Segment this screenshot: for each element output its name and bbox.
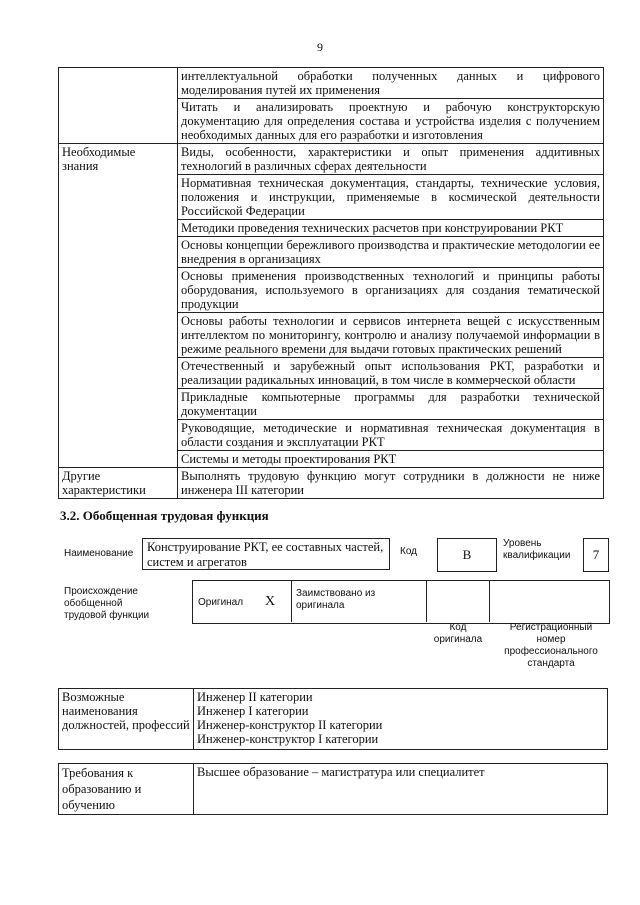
name-value: Конструирование РКТ, ее составных частей, систем и агрегатов [142,538,390,570]
origin-box [192,580,610,624]
other-label: Другие характеристики [59,468,178,499]
education-value: Высшее образование – магистратура или специалитет [194,764,608,815]
knowledge-row: Основы работы технологии и сервисов интернета вещей с искусственным интеллектом по мониторингу, контролю и анализу получаемой информации в режиме реального времени для выдачи готовых практических решений [178,313,604,358]
position-item: Инженер-конструктор I категории [197,732,379,746]
knowledge-row: Руководящие, методические и нормативная техническая документация в области создания и эксплуатации РКТ [178,420,604,451]
skill-row: интеллектуальной обработки полученных данных и цифрового моделирования путей их применения [178,68,604,99]
education-table [58,763,608,815]
original-label: Оригинал [198,597,244,608]
original-mark: X [265,594,276,609]
education-label: Требования к образованию и обучению [59,764,194,815]
knowledge-label: Необходимые знания [59,144,178,468]
position-item: Инженер-конструктор II категории [197,718,383,732]
origin-label: Происхождение обобщенной трудовой функции [64,586,150,621]
knowledge-row: Отечественный и зарубежный опыт использования РКТ, разработки и реализации радикальных инноваций, в том числе в коммерческой области [178,358,604,389]
knowledge-row: Методики проведения технических расчетов при конструировании РКТ [178,220,604,237]
requirements-table [58,67,604,499]
origin-divider [291,580,292,622]
level-label: Уровень квалификации [503,538,571,561]
origin-divider [426,580,427,622]
knowledge-row: Виды, особенности, характеристики и опыт применения аддитивных технологий в различных сферах деятельности [178,144,604,175]
skill-row: Читать и анализировать проектную и рабочую конструкторскую документацию для определения состава и устройства изделия с получением необходимых данных для его разработки и изготовления [178,99,604,144]
empty-label-cell [59,68,178,144]
origin-code-caption: Код оригинала [433,622,483,645]
code-value: В [437,538,497,572]
section-title: 3.2. Обобщенная трудовая функция [60,508,269,523]
knowledge-row: Основы концепции бережливого производства и практические методологии ее внедрения в организациях [178,237,604,268]
knowledge-row: Прикладные компьютерные программы для разработки технической документации [178,389,604,420]
knowledge-row: Нормативная техническая документация, стандарты, технические условия, положения и инструкции, применяемые в космической деятельности Российской Федерации [178,175,604,220]
positions-table [58,688,608,750]
position-item: Инженер II категории [197,690,313,704]
positions-label: Возможные наименования должностей, профессий [59,689,194,750]
positions-list [194,689,608,750]
reg-number-caption: Регистрационный номер профессионального стандарта [504,622,598,669]
name-label: Наименование [64,548,134,559]
borrowed-label: Заимствовано из оригинала [296,588,376,611]
other-text: Выполнять трудовую функцию могут сотрудники в должности не ниже инженера III категории [178,468,604,499]
position-item: Инженер I категории [197,704,309,718]
knowledge-row: Основы применения производственных технологий и принципы работы оборудования, используемого в организациях для создания тематической продукции [178,268,604,313]
knowledge-row: Системы и методы проектирования РКТ [178,451,604,468]
origin-divider [489,580,490,622]
page-number: 9 [317,40,323,54]
level-value: 7 [583,538,609,572]
code-label: Код [400,546,418,557]
